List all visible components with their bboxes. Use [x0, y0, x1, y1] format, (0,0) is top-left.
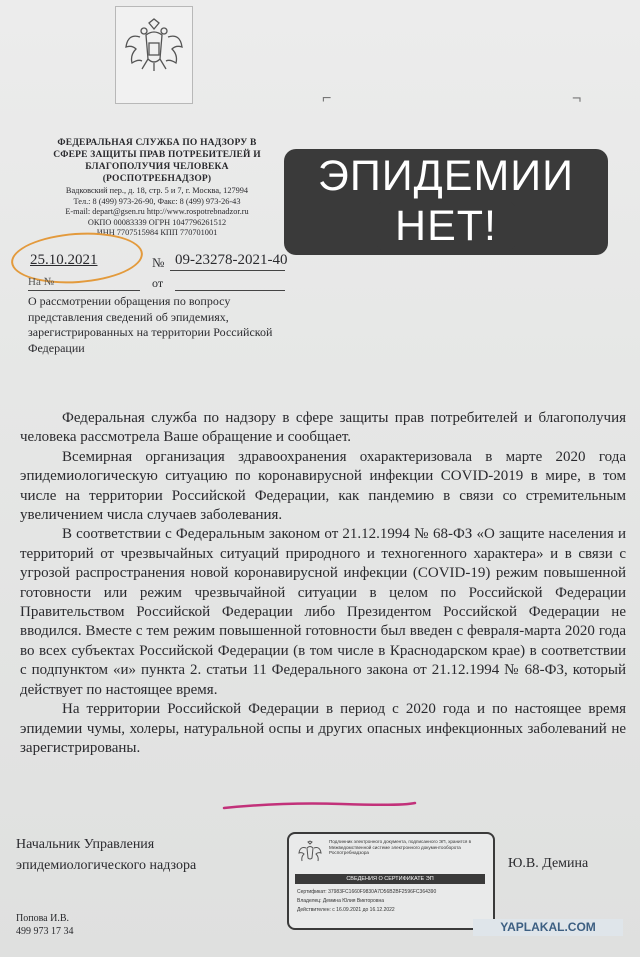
certificate-line: Владелец: Демина Юлия Викторовна	[297, 898, 385, 904]
overlay-caption-line: ЭПИДЕМИИ	[317, 152, 575, 200]
reference-number-line	[28, 290, 140, 291]
digital-signature-stamp	[287, 832, 495, 930]
org-line: СФЕРЕ ЗАЩИТЫ ПРАВ ПОТРЕБИТЕЛЕЙ И	[53, 150, 261, 160]
certificate-header: СВЕДЕНИЯ О СЕРТИФИКАТЕ ЭП	[295, 874, 485, 884]
address-line: ИНН 7707515984 КПП 770701001	[96, 228, 218, 238]
certificate-details	[297, 888, 487, 915]
coat-of-arms-icon	[297, 840, 323, 870]
registration-date: 25.10.2021	[30, 252, 98, 268]
reference-number-label: На №	[28, 276, 55, 288]
address-line: Вадковский пер., д. 18, стр. 5 и 7, г. Москва, 127994	[65, 186, 249, 195]
coat-of-arms-icon	[115, 6, 193, 104]
body-paragraph: Федеральная служба по надзору в сфере защиты прав потребителей и благополучия человека рассмотрела Ваше обращение и сообщает.	[20, 410, 626, 446]
organization-name	[22, 137, 292, 185]
org-line: ФЕДЕРАЛЬНАЯ СЛУЖБА ПО НАДЗОРУ В	[57, 138, 257, 148]
signatory-name: Ю.В. Демина	[508, 856, 589, 871]
reference-date-label: от	[152, 276, 164, 290]
fold-mark-left: ⌐	[322, 90, 332, 107]
org-line: БЛАГОПОЛУЧИЯ ЧЕЛОВЕКА	[85, 162, 229, 172]
executor-info	[16, 912, 74, 938]
body-paragraph: На территории Российской Федерации в период с 2020 года и по настоящее время эпидемии чумы, холеры, натуральной оспы и других опасных инфекционных заболеваний не зарегистрированы.	[20, 701, 626, 756]
number-sign: №	[152, 255, 165, 270]
signature-note: Подлинник электронного документа, подписанного ЭП, хранится в Межведомственной системе электронного документооборота Роспотребнадзора	[329, 839, 472, 856]
certificate-line: Действителен: с 16.09.2021 до 16.12.2022	[297, 907, 395, 913]
certificate-line: Сертификат: 37983FC1660F9830A7D56B2BF2596FC364390	[297, 889, 437, 895]
signatory-title	[16, 834, 196, 876]
letter-subject: О рассмотрении обращения по вопросу представления сведений об эпидемиях, зарегистрированных на территории Российской Федерации	[28, 294, 273, 355]
signatory-title-line: эпидемиологического надзора	[16, 858, 197, 873]
body-paragraph: Всемирная организация здравоохранения охарактеризовала в марте 2020 года эпидемиологическую ситуацию по коронавирусной инфекции COVID-2019 в мире, в том числе на территории Российской Федерации, как пандемию в связи со стремительным увеличением числа случаев заболевания.	[20, 448, 626, 524]
address-line: Тел.: 8 (499) 973-26-90, Факс: 8 (499) 973-26-43	[73, 196, 241, 206]
org-line: (РОСПОТРЕБНАДЗОР)	[102, 174, 212, 184]
number-underline	[170, 270, 285, 271]
registration-number: 09-23278-2021-40	[175, 252, 288, 268]
body-paragraph: В соответствии с Федеральным законом от 21.12.1994 № 68-ФЗ «О защите населения и территорий от чрезвычайных ситуаций природного и техногенного характера» и в связи с угрозой распространения новой коронавирусной инфекции (COVID-19) режим повышенной готовности или режим чрезвычайной ситуации в целом по Российской Федерации Правительством Российской Федерации либо Президентом Российской Федерации не вводился. Вместе с тем режим повышенной готовности был введен с февраля-марта 2020 года во всех субъектах Российской Федерации (в том числе в Краснодарском крае) в соответствии с подпунктом «и» пункта 2. статьи 11 Федерального закона от 21.12.1994 № 68-ФЗ, который действует по настоящее время.	[20, 526, 626, 698]
executor-name: Попова И.В.	[16, 913, 69, 924]
handdrawn-underline	[222, 800, 417, 812]
overlay-caption-line: НЕТ!	[376, 201, 516, 251]
address-line: ОКПО 00083339 ОГРН 1047796261512	[87, 217, 227, 227]
address-line: E-mail: depart@gsen.ru http://www.rospotrebnadzor.ru	[65, 207, 249, 217]
fold-mark-right: ¬	[572, 90, 582, 107]
reference-date-line	[175, 290, 285, 291]
site-watermark: YAPLAKAL.COM	[473, 919, 623, 936]
signatory-title-line: Начальник Управления	[16, 837, 155, 852]
executor-phone: 499 973 17 34	[16, 926, 74, 937]
letter-body	[20, 409, 626, 758]
organization-address	[22, 186, 292, 239]
overlay-caption	[284, 149, 608, 255]
